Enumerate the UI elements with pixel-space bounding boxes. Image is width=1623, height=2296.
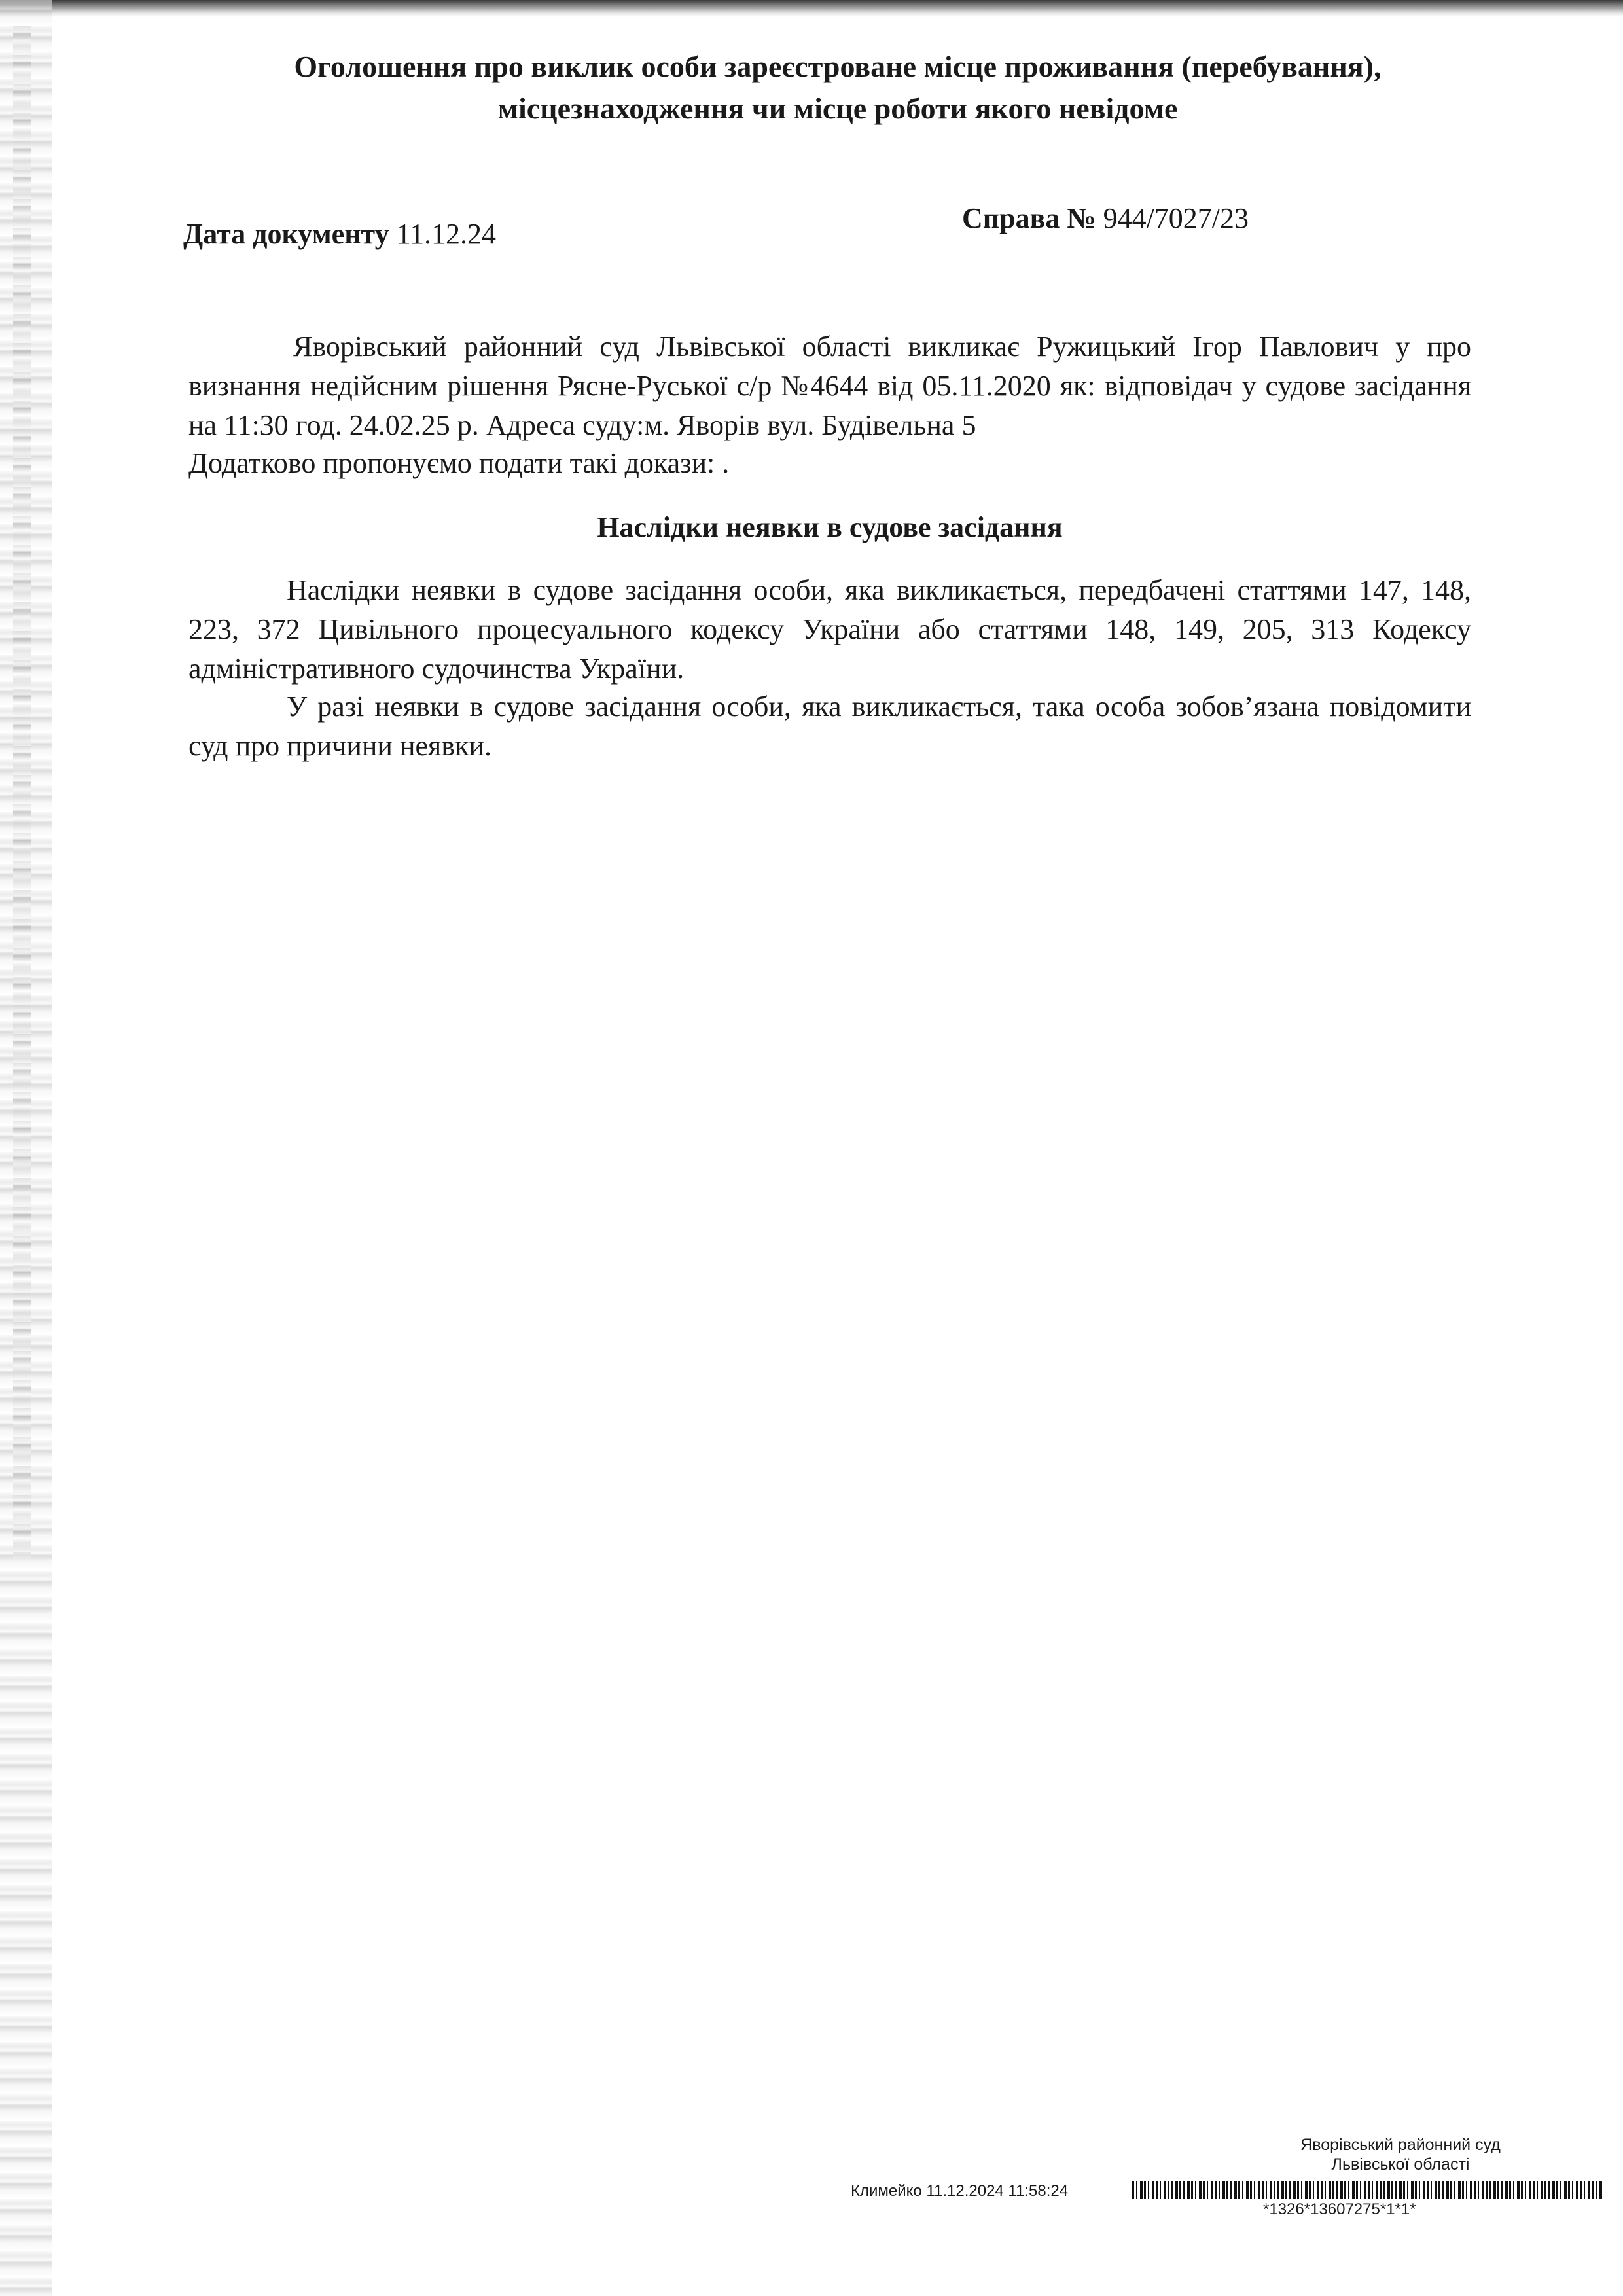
case-number — [962, 202, 1249, 235]
scan-edge-top — [0, 0, 1623, 17]
court-stamp-line-1: Яворівський районний суд — [1300, 2136, 1501, 2154]
summons-paragraph: Яворівський районний суд Львівської області викликає Ружицький Ігор Павлович у про визнання недійсним рішення Рясне-Руської с/р №4644 від 05.11.2020 як: відповідач у судове засідання на 11:30 год. 24.02.25 р. Адреса суду:м. Яворів вул. Будівельна 5 — [188, 331, 1471, 441]
court-stamp-line-2: Львівської області — [1331, 2155, 1470, 2174]
barcode — [1132, 2181, 1603, 2199]
clerk-stamp: Климейко 11.12.2024 11:58:24 — [851, 2182, 1069, 2200]
date-value: 11.12.24 — [396, 218, 496, 250]
court-stamp — [1191, 2135, 1610, 2174]
scan-noise-strip — [13, 26, 31, 1558]
case-label: Справа № — [962, 202, 1096, 234]
barcode-code: *1326*13607275*1*1* — [1263, 2200, 1416, 2218]
case-value: 944/7027/23 — [1103, 202, 1249, 234]
document-date — [183, 217, 496, 251]
consequences-heading: Наслідки неявки в судове засідання — [597, 511, 1063, 543]
document-title — [190, 46, 1486, 130]
date-label: Дата документу — [183, 218, 389, 250]
consequences-paragraph-2: У разі неявки в судове засідання особи, яка викликається, така особа зобов’язана повідомити суд про причини неявки. — [188, 691, 1471, 762]
consequences-paragraph-1: Наслідки неявки в судове засідання особи, яка викликається, передбачені статтями 147, 148, 223, 372 Цивільного процесуального кодексу України або статтями 148, 149, 205, 313 Кодексу адміністративного судочинства України. — [188, 574, 1471, 685]
title-line-2: місцезнаходження чи місце роботи якого невідоме — [497, 92, 1178, 125]
title-line-1: Оголошення про виклик особи зареєстроване місце проживання (перебування), — [294, 50, 1382, 83]
evidence-line: Додатково пропонуємо подати такі докази: . — [188, 447, 730, 479]
